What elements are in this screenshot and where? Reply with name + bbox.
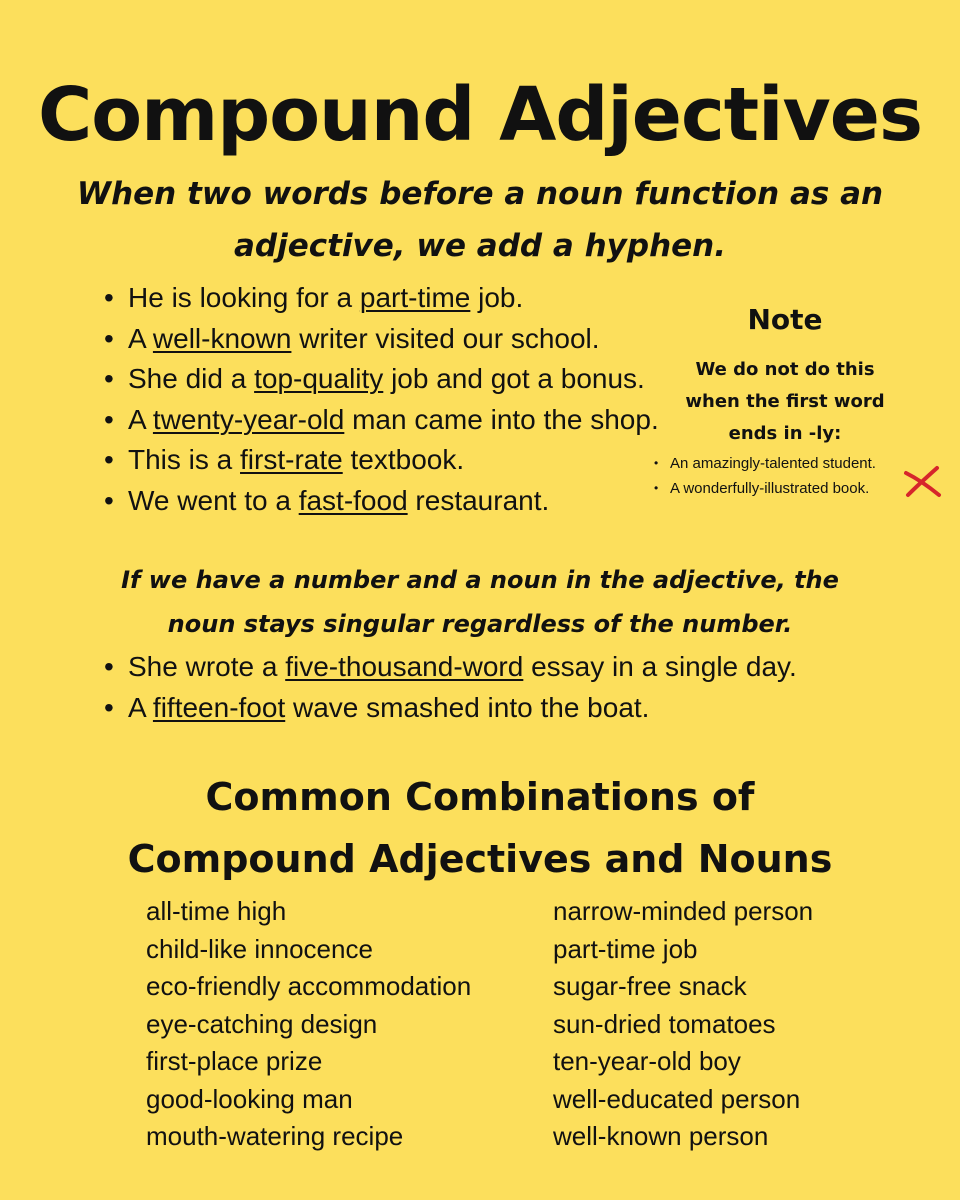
example-item: • A twenty-year-old man came into the shop. bbox=[104, 400, 659, 441]
example-item: • She wrote a five-thousand-word essay in a single day. bbox=[104, 647, 797, 688]
example-item: • She did a top-quality job and got a bonus. bbox=[104, 359, 659, 400]
combination-item: first-place prize bbox=[146, 1046, 323, 1076]
compound-adjective: five-thousand-word bbox=[285, 651, 524, 682]
combination-item: sugar-free snack bbox=[553, 971, 747, 1001]
combination-item: well-known person bbox=[553, 1121, 769, 1151]
hyphen-rule-heading bbox=[0, 168, 960, 272]
compound-adjective: fast-food bbox=[298, 484, 408, 516]
note-text: We do not do this when the first word ends in -ly: bbox=[685, 359, 885, 444]
combination-list-right bbox=[553, 893, 813, 1156]
compound-adjective: twenty-year-old bbox=[152, 403, 345, 435]
example-item: • A well-known writer visited our school. bbox=[104, 319, 659, 360]
combination-list-left bbox=[146, 893, 471, 1156]
combination-item: sun-dried tomatoes bbox=[553, 1008, 776, 1039]
example-item: • This is a first-rate textbook. bbox=[104, 440, 659, 481]
hyphen-rule-line: When two words before a noun function as an bbox=[76, 176, 884, 212]
example-item: • A fifteen-foot wave smashed into the boat. bbox=[104, 688, 797, 729]
note-example-item: • An amazingly-talented student. bbox=[654, 451, 876, 476]
example-item: • He is looking for a part-time job. bbox=[104, 278, 659, 319]
example-list bbox=[104, 278, 659, 521]
number-rule-heading bbox=[0, 558, 960, 646]
combination-item: mouth-watering recipe bbox=[146, 1121, 404, 1151]
compound-adjective: fifteen-foot bbox=[152, 691, 286, 723]
note-example-list bbox=[654, 451, 876, 501]
compound-adjective: first-rate bbox=[240, 444, 343, 475]
example-item: • We went to a fast-food restaurant. bbox=[104, 481, 659, 522]
combination-item: eye-catching design bbox=[146, 1008, 378, 1039]
compound-adjective: top-quality bbox=[254, 363, 384, 394]
note-heading: Note bbox=[747, 303, 823, 336]
red-x-mark-icon bbox=[902, 465, 942, 499]
number-example-list bbox=[104, 647, 797, 728]
compound-adjective: part-time bbox=[359, 282, 471, 313]
page-title: Compound Adjectives bbox=[37, 72, 923, 158]
note-example-item: • A wonderfully-illustrated book. bbox=[654, 476, 876, 501]
common-combinations-heading: Common Combinations of Compound Adjectives and Nouns bbox=[127, 775, 833, 881]
combination-item: child-like innocence bbox=[146, 933, 373, 964]
compound-adjective: well-known bbox=[152, 322, 292, 354]
combination-item: part-time job bbox=[553, 933, 698, 964]
combination-item: well-educated person bbox=[553, 1083, 801, 1114]
combination-item: all-time high bbox=[146, 896, 287, 926]
combination-item: good-looking man bbox=[146, 1083, 353, 1114]
number-rule-line: noun stays singular regardless of the number. bbox=[167, 610, 793, 638]
combination-item: ten-year-old boy bbox=[553, 1046, 741, 1076]
combination-item: narrow-minded person bbox=[553, 896, 814, 926]
number-rule-line: If we have a number and a noun in the adjective, the bbox=[121, 566, 839, 594]
combination-item: eco-friendly accommodation bbox=[146, 971, 472, 1001]
hyphen-rule-line: adjective, we add a hyphen. bbox=[233, 228, 727, 264]
